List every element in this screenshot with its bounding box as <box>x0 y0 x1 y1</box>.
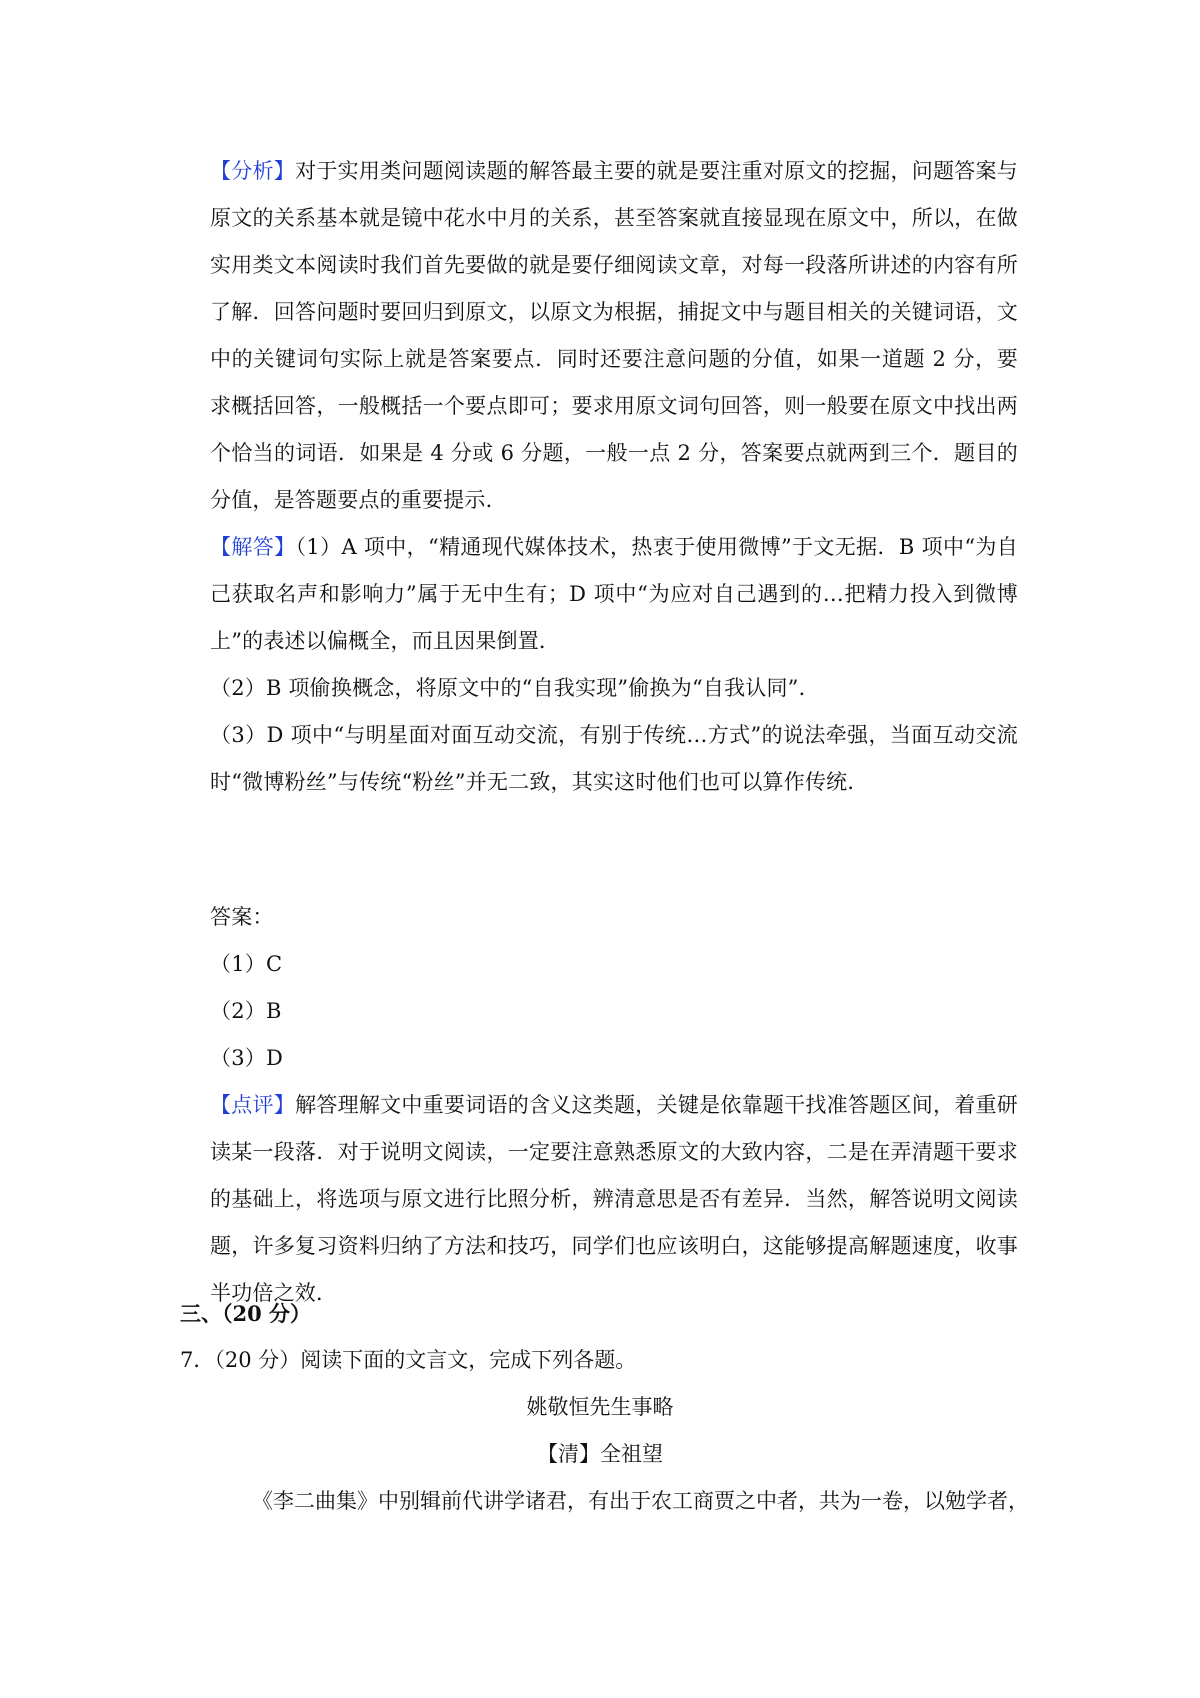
comment-text: 解答理解文中重要词语的含义这类题，关键是依靠题干找准答题区间，着重研读某一段落．对于说明文阅读，一定要注意熟悉原文的大致内容，二是在弄清题干要求的基础上，将选项与原文进行比照分析，辨清意思是否有差异．当然，解答说明文阅读题，许多复习资料归纳了方法和技巧，同学们也应该明白，这能够提高解题速度，收事半功倍之效． <box>210 1093 1018 1305</box>
article-first-line: 《李二曲集》中别辑前代讲学诸君，有出于农工商贾之中者，共为一卷，以勉学者， <box>252 1489 1029 1513</box>
analysis-text: 对于实用类问题阅读题的解答最主要的就是要注重对原文的挖掘，问题答案与原文的关系基本就是镜中花水中月的关系，甚至答案就直接显现在原文中，所以，在做实用类文本阅读时我们首先要做的就是要仔细阅读文章，对每一段落所讲述的内容有所了解．回答问题时要回归到原文，以原文为根据，捕捉文中与题目相关的关键词语，文中的关键词句实际上就是答案要点．同时还要注意问题的分值，如果一道题 2 分，要求概括回答，一般概括一个要点即可；要求用原文词句回答，则一般要在原文中找出两个恰当的词语．如果是 4 分或 6 分题，一般一点 2 分，答案要点就两到三个．题目的分值，是答题要点的重要提示． <box>210 159 1018 512</box>
question-7-prompt: 7．（20 分）阅读下面的文言文，完成下列各题。 <box>180 1348 637 1372</box>
analysis-tag: 【分析】 <box>210 159 296 183</box>
comment-paragraph <box>210 1082 1018 1317</box>
solution-paragraph-1 <box>210 524 1018 665</box>
solution-item-2: （2）B 项偷换概念，将原文中的“自我实现”偷换为“自我认同”． <box>210 676 820 700</box>
solution-paragraph-3 <box>210 712 1018 806</box>
article-author: 【清】全祖望 <box>537 1442 663 1466</box>
answer-explanation-block <box>210 148 1018 1317</box>
section-heading: 三、（20 分） <box>180 1301 312 1326</box>
answer-item-3: （3）D <box>210 1046 283 1070</box>
answer-item-1: （1）C <box>210 952 283 976</box>
solution-paragraph-2 <box>210 665 1018 712</box>
comment-tag: 【点评】 <box>210 1093 296 1117</box>
solution-tag: 【解答】 <box>210 535 296 559</box>
spacer <box>210 806 1018 894</box>
solution-item-3: （3）D 项中“与明星面对面互动交流，有别于传统…方式”的说法牵强，当面互动交流时“微博粉丝”与传统“粉丝”并无二致，其实这时他们也可以算作传统． <box>210 723 1018 794</box>
solution-item-1: （1）A 项中，“精通现代媒体技术，热衷于使用微博”于文无据．B 项中“为自己获取名声和影响力”属于无中生有；D 项中“为应对自己遇到的…把精力投入到微博上”的表述以偏概全，而且因果倒置． <box>210 535 1018 653</box>
analysis-paragraph <box>210 148 1018 524</box>
article-title: 姚敬恒先生事略 <box>526 1395 674 1419</box>
answer-label: 答案： <box>210 905 274 929</box>
answer-item-2: （2）B <box>210 999 282 1023</box>
